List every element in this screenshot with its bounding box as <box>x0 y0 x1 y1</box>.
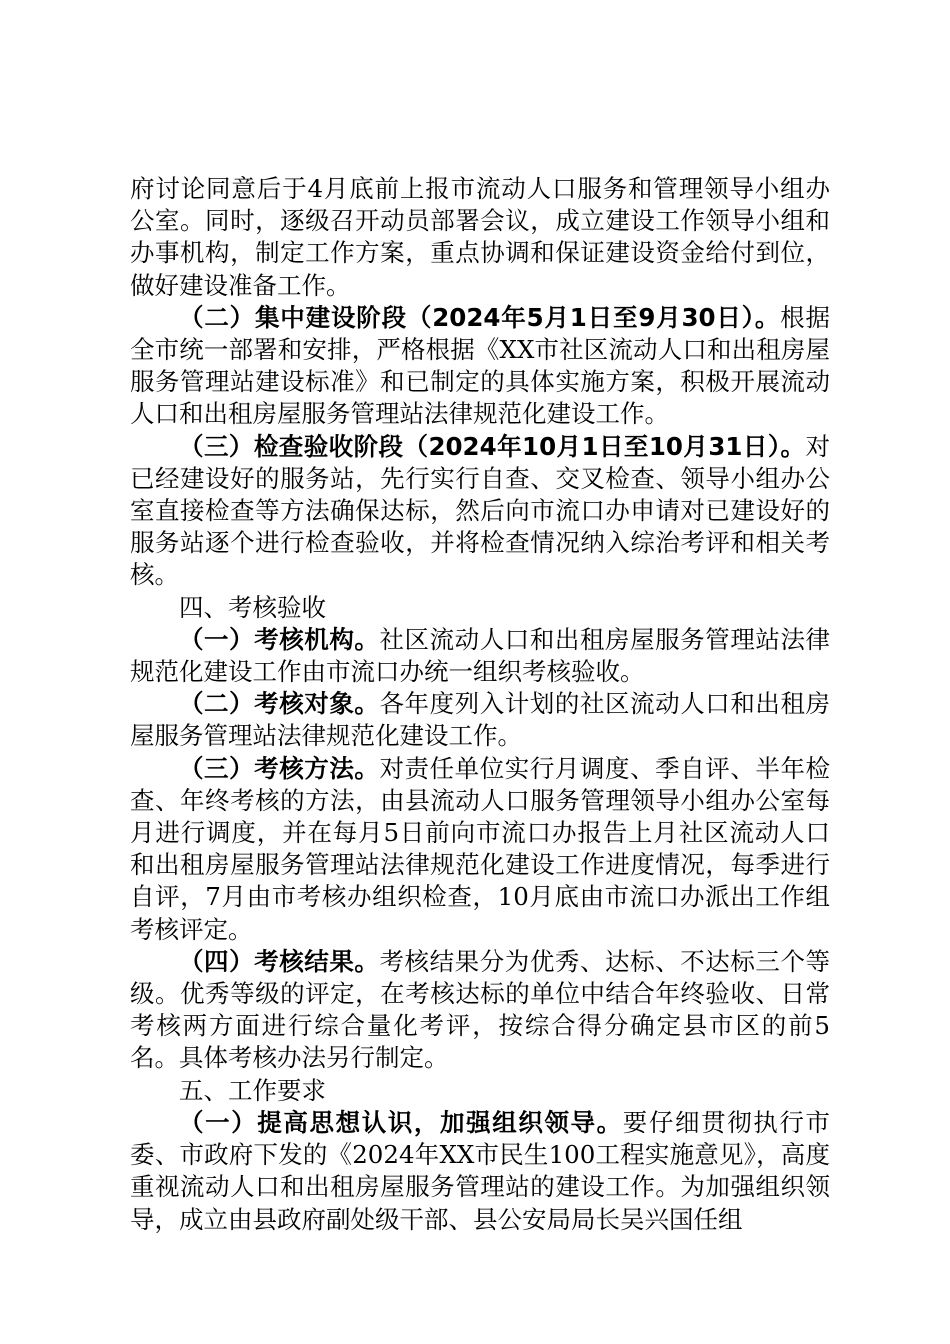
paragraph-text: 府讨论同意后于4月底前上报市流动人口服务和管理领导小组办公室。同时，逐级召开动员部署会议，成立建设工作领导小组和办事机构，制定工作方案，重点协调和保证建设资金给付到位，做好建设准备工作。 <box>130 174 830 300</box>
paragraph-text: 社区流动人口和出租房屋服务管理站法律规范化建设工作由市流口办统一组织考核验收。 <box>130 624 831 687</box>
paragraph-text: 对责任单位实行月调度、季自评、半年检查、年终考核的方法，由县流动人口服务管理领导小组办公室每月进行调度，并在每月5日前向市流口办报告上月社区流动人口和出租房屋服务管理站法律规范化建设工作进度情况，每季进行自评，7月由市考核办组织检查，10月底由市流口办派出工作组考核评定。 <box>130 753 831 944</box>
paragraph-assessment-result <box>130 946 830 1075</box>
paragraph-lead: （三）考核方法。 <box>179 753 380 783</box>
section-heading-requirements <box>130 1075 830 1107</box>
paragraph-text: 要仔细贯彻执行市委、市政府下发的《2024年XX市民生100工程实施意见》，高度重视流动人口和出租房屋服务管理站的建设工作。为加强组织领导，成立由县政府副处级干部、县公安局局长吴兴国任组 <box>130 1107 831 1234</box>
section-heading-assessment <box>130 592 830 624</box>
paragraph-lead: （三）检查验收阶段（2024年10月1日至10月31日）。 <box>179 431 806 461</box>
paragraph-lead: （一）考核机构。 <box>179 624 380 654</box>
heading-text: 五、工作要求 <box>179 1075 326 1105</box>
paragraph-text: 根据全市统一部署和安排，严格根据《XX市社区流动人口和出租房屋服务管理站建设标准》和已制定的具体实施方案，积极开展流动人口和出租房屋服务管理站法律规范化建设工作。 <box>130 302 830 429</box>
paragraph-lead: （四）考核结果。 <box>179 946 380 976</box>
paragraph-text: 对已经建设好的服务站，先行实行自查、交叉检查、领导小组办公室直接检查等方法确保达标，然后向市流口办申请对已建设好的服务站逐个进行检查验收，并将检查情况纳入综治考评和相关考核。 <box>130 431 830 590</box>
paragraph-assessment-method <box>130 753 830 946</box>
paragraph-leadership <box>130 1107 830 1236</box>
paragraph-continuation <box>130 173 830 302</box>
heading-text: 四、考核验收 <box>179 592 326 622</box>
paragraph-lead: （二）考核对象。 <box>179 689 380 719</box>
paragraph-assessment-target <box>130 688 830 752</box>
paragraph-assessment-agency <box>130 624 830 688</box>
paragraph-text: 考核结果分为优秀、达标、不达标三个等级。优秀等级的评定，在考核达标的单位中结合年终验收、日常考核两方面进行综合量化考评，按综合得分确定县市区的前5名。具体考核办法另行制定。 <box>130 946 831 1073</box>
paragraph-stage-two <box>130 302 830 431</box>
document-body <box>130 173 830 1236</box>
paragraph-lead: （二）集中建设阶段（2024年5月1日至9月30日）。 <box>179 302 781 332</box>
paragraph-text: 各年度列入计划的社区流动人口和出租房屋服务管理站法律规范化建设工作。 <box>130 689 831 751</box>
paragraph-lead: （一）提高思想认识，加强组织领导。 <box>179 1107 623 1137</box>
paragraph-stage-three <box>130 431 830 592</box>
